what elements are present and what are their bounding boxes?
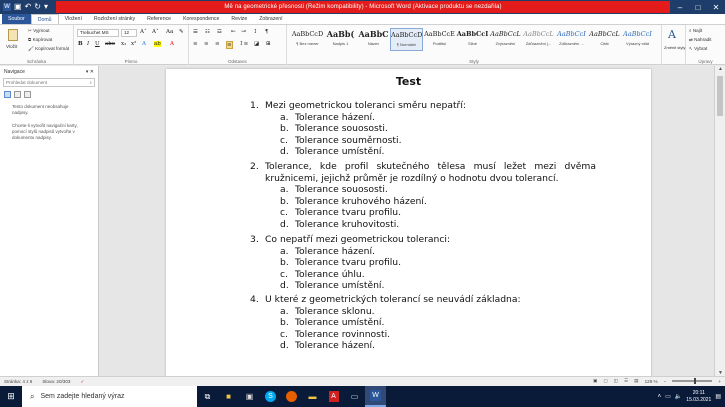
styles-group xyxy=(287,25,662,65)
option-text: Tolerance rovinnosti. xyxy=(295,328,391,340)
clipboard-group-label: Schránka xyxy=(26,59,46,64)
vertical-scrollbar[interactable] xyxy=(714,66,725,376)
task-view-icon[interactable]: ⧉ xyxy=(204,391,211,401)
question-text: Mezi geometrickou toleranci směru nepatří: xyxy=(265,100,466,111)
style-preview: AaBbCcI xyxy=(557,30,586,38)
style-name: ¶ Bez mezer xyxy=(296,41,319,46)
style-preview: AaBbCcL xyxy=(589,30,620,38)
cut-label: Vyjmout xyxy=(33,28,50,33)
style-subtle-emphasis[interactable] xyxy=(522,28,555,51)
page-count[interactable]: Stránka: 4 z 6 xyxy=(4,379,33,384)
scroll-thumb[interactable] xyxy=(717,76,723,116)
skype-icon[interactable]: S xyxy=(260,386,281,407)
clock-time: 20:11 xyxy=(692,389,705,396)
option-item xyxy=(250,280,596,292)
font-name-field[interactable]: Trebuchet MS xyxy=(77,29,119,37)
shrink-font-icon[interactable]: A˅ xyxy=(152,29,159,35)
navigation-pane xyxy=(0,66,99,376)
nav-tab-results[interactable] xyxy=(24,91,31,98)
redo-icon[interactable]: ↻ xyxy=(34,2,41,11)
option-item xyxy=(250,246,596,258)
question-text: Co nepatří mezi geometrickou toleranci: xyxy=(265,234,451,245)
option-text: Tolerance házení. xyxy=(295,340,375,351)
option-letter: d. xyxy=(280,280,289,291)
taskbar xyxy=(0,386,725,407)
option-item xyxy=(250,329,596,341)
view-outline-icon[interactable]: ☰ xyxy=(624,378,629,383)
proofing-icon[interactable]: ✓ xyxy=(80,379,85,384)
change-styles-group xyxy=(662,25,686,65)
acrobat-icon[interactable]: A xyxy=(323,386,344,407)
style-name: Nadpis 1 xyxy=(332,41,349,46)
option-item xyxy=(250,219,596,231)
option-item xyxy=(250,207,596,219)
justify-icon[interactable]: ≡ xyxy=(227,42,232,48)
firefox-icon[interactable] xyxy=(281,386,302,407)
option-letter: a. xyxy=(280,245,289,257)
window-controls xyxy=(671,0,725,14)
style-preview: AaBbCcD xyxy=(391,31,422,39)
paragraph-group-label: Odstavec xyxy=(227,59,247,64)
tab-home[interactable]: Domů xyxy=(31,14,59,24)
style-name: Zdůraznění j... xyxy=(525,41,552,46)
question-number: 4. xyxy=(250,294,259,305)
style-preview: AaBbCcD xyxy=(291,30,324,38)
nav-search-placeholder: Prohledat dokument xyxy=(6,80,48,85)
zoom-level[interactable]: 129 % xyxy=(644,378,658,384)
scroll-down-icon[interactable]: ▼ xyxy=(718,370,723,376)
option-letter: b. xyxy=(280,195,289,207)
replace-label: Nahradit xyxy=(694,37,712,42)
question-number: 3. xyxy=(250,234,259,245)
taskbar-search-placeholder: Sem zadejte hledaný výraz xyxy=(40,393,125,400)
option-text: Tolerance úhlu. xyxy=(295,268,365,280)
increase-indent-icon[interactable]: ⇥ xyxy=(241,29,246,35)
style-preview: AaBbCcI xyxy=(456,30,489,38)
option-letter: d. xyxy=(280,218,289,230)
style-preview: AaBbC xyxy=(358,29,389,39)
find-button[interactable]: ⌕ Najít xyxy=(689,28,703,33)
tab-mailings[interactable]: Korespondence xyxy=(183,16,220,22)
nav-message-1: Tento dokument neobsahuje nadpisy. xyxy=(12,104,69,115)
clock[interactable] xyxy=(686,390,711,404)
style-intense-quote[interactable] xyxy=(621,28,654,51)
tray-chevron-icon[interactable]: ˄ xyxy=(657,393,662,400)
option-letter: a. xyxy=(280,111,289,123)
view-draft-icon[interactable]: ▤ xyxy=(634,378,639,383)
style-title[interactable] xyxy=(357,28,390,51)
scroll-up-icon[interactable]: ▲ xyxy=(718,66,723,72)
document-title: Test xyxy=(395,75,422,88)
volume-icon[interactable]: 🔈 xyxy=(674,394,683,400)
change-styles-icon[interactable]: A xyxy=(668,28,676,41)
question-number: 2. xyxy=(250,161,259,172)
line-spacing-icon[interactable]: ↕≡ xyxy=(239,41,249,47)
shading-icon[interactable]: ◪ xyxy=(254,41,260,47)
option-letter: c. xyxy=(280,207,288,218)
grow-font-icon[interactable]: A˄ xyxy=(140,29,147,35)
font-group-label: Písmo xyxy=(124,59,138,64)
option-text: Tolerance umístění. xyxy=(295,146,385,157)
zoom-slider[interactable] xyxy=(672,380,712,382)
style-name: Zdůraznění ... xyxy=(559,41,584,46)
option-text: Tolerance souměrnosti. xyxy=(295,134,402,146)
change-case-icon[interactable]: Aa xyxy=(166,29,174,35)
style-name: Podtitul xyxy=(432,41,447,46)
font-size-field[interactable]: 12 xyxy=(121,29,137,37)
tab-view[interactable]: Zobrazení xyxy=(259,16,283,22)
option-item xyxy=(250,340,596,352)
font-group xyxy=(74,25,189,65)
show-marks-icon[interactable]: ¶ xyxy=(265,29,269,35)
numbering-icon[interactable]: ☷ xyxy=(205,29,210,35)
option-letter: b. xyxy=(280,257,289,268)
nav-close-icon[interactable]: ▾ ✕ xyxy=(85,69,94,75)
font-color-icon[interactable]: A xyxy=(170,41,174,47)
close-button[interactable]: ✕ xyxy=(712,2,720,12)
taskbar-search-input[interactable] xyxy=(22,386,197,407)
question-text: U které z geometrických tolerancí se neuvádí základna: xyxy=(265,294,521,305)
style-emphasis[interactable] xyxy=(489,28,522,51)
option-text: Tolerance umístění. xyxy=(295,317,385,328)
style-preview: AaBbCcL xyxy=(490,30,521,38)
maximize-button[interactable]: □ xyxy=(695,2,701,12)
nav-title: Navigace xyxy=(4,69,25,75)
subscript-icon[interactable]: x₂ xyxy=(121,41,127,47)
nav-tabs xyxy=(4,91,94,98)
style-no-spacing[interactable] xyxy=(291,28,324,51)
clear-formatting-icon[interactable]: ✎ xyxy=(179,29,184,35)
question-number: 1. xyxy=(250,100,259,111)
windows-start-icon[interactable]: ⊞ xyxy=(7,391,15,401)
tab-review[interactable]: Revize xyxy=(231,16,248,22)
option-text: Tolerance souososti. xyxy=(295,123,388,134)
option-text: Tolerance kruhovitosti. xyxy=(295,218,400,230)
style-strong[interactable] xyxy=(456,28,489,51)
question-2 xyxy=(250,161,596,230)
format-painter-label: Kopírovat formát xyxy=(35,46,70,51)
zoom-out-icon[interactable]: − xyxy=(663,378,667,384)
paste-icon[interactable] xyxy=(8,29,18,41)
title-bar xyxy=(0,0,725,14)
nav-search-input[interactable] xyxy=(3,78,95,87)
superscript-icon[interactable]: x² xyxy=(131,41,137,47)
copy-label: Kopírovat xyxy=(32,37,53,42)
option-item xyxy=(250,306,596,318)
option-letter: c. xyxy=(280,328,288,340)
folder-icon[interactable]: ▬ xyxy=(308,392,317,401)
minimize-button[interactable]: – xyxy=(677,2,683,12)
borders-icon[interactable]: ⊞ xyxy=(266,41,271,47)
strikethrough-icon[interactable]: abe xyxy=(105,41,116,47)
italic-icon[interactable]: I xyxy=(87,41,90,47)
bullets-icon[interactable]: ☰ xyxy=(193,29,198,35)
paste-label[interactable]: Vložit xyxy=(6,44,18,49)
question-1 xyxy=(250,100,596,158)
search-icon[interactable]: ⌕ xyxy=(89,80,92,85)
editing-group-label: Úpravy xyxy=(698,59,713,64)
underline-icon[interactable]: U xyxy=(95,41,100,47)
option-text: Tolerance tvaru profilu. xyxy=(295,207,402,218)
option-text: Tolerance házení. xyxy=(295,111,375,123)
option-item xyxy=(250,196,596,208)
clock-date: 15.03.2021 xyxy=(686,396,712,403)
option-letter: b. xyxy=(280,317,289,328)
option-letter: d. xyxy=(280,340,289,351)
text-effects-icon[interactable]: A xyxy=(142,41,146,47)
nav-tab-pages[interactable] xyxy=(14,91,21,98)
style-name: Výrazný citát xyxy=(626,41,649,46)
option-text: Tolerance tvaru profilu. xyxy=(295,257,402,268)
view-web-icon[interactable]: ◫ xyxy=(613,378,619,383)
option-letter: a. xyxy=(280,305,289,317)
window-title-area xyxy=(56,1,670,13)
select-button[interactable]: ↖ Vybrat xyxy=(689,46,708,51)
nav-message-2: Chcete-li vytvořit navigační karty, pomocí stylů nadpisů vytvořte v dokumentu nadpisy. xyxy=(12,123,78,140)
option-text: Tolerance souososti. xyxy=(295,184,388,195)
option-item xyxy=(250,257,596,269)
tab-references[interactable]: Reference xyxy=(147,16,172,22)
search-icon: ⌕ xyxy=(30,391,35,401)
select-label: Vybrat xyxy=(694,46,708,51)
word-app-icon: W xyxy=(4,4,10,10)
paragraph-group xyxy=(189,25,287,65)
multilevel-list-icon[interactable]: ☲ xyxy=(217,29,222,35)
align-center-icon[interactable]: ≡ xyxy=(204,41,209,47)
word-count[interactable]: Slova: 20/303 xyxy=(42,379,71,384)
zoom-in-icon[interactable]: + xyxy=(718,378,721,384)
style-name: Citát xyxy=(600,41,609,46)
style-intense-emphasis[interactable] xyxy=(555,28,588,51)
network-icon[interactable]: ▭ xyxy=(665,394,671,400)
option-letter: b. xyxy=(280,123,289,134)
tab-page-layout[interactable]: Rozložení stránky xyxy=(93,16,136,22)
nav-header xyxy=(0,66,98,78)
notifications-icon[interactable]: ▤ xyxy=(715,394,721,400)
replace-button[interactable]: ⇄ Nahradit xyxy=(689,37,712,42)
option-item xyxy=(250,135,596,147)
style-quote[interactable] xyxy=(588,28,621,51)
style-name: Zvýraznění xyxy=(495,41,516,46)
option-letter: d. xyxy=(280,146,289,157)
style-name: ¶ Normální xyxy=(396,42,417,47)
option-text: Tolerance sklonu. xyxy=(295,305,375,317)
view-full-screen-icon[interactable]: ▢ xyxy=(603,378,608,383)
store-icon[interactable]: ▣ xyxy=(245,392,254,401)
window-title: Mě na geometrické přesnosti (Režim kompatibility) - Microsoft Word (Aktivace produktu se nezdařila) xyxy=(224,4,502,10)
option-text: Tolerance kruhového házení. xyxy=(295,195,427,207)
status-bar xyxy=(0,376,725,386)
styles-group-label: Styly xyxy=(469,59,479,64)
option-letter: c. xyxy=(280,268,288,280)
find-label: Najít xyxy=(692,28,703,33)
save-icon[interactable]: ▣ xyxy=(14,2,22,11)
tab-file[interactable]: Soubor xyxy=(2,14,31,24)
media-player-icon[interactable]: ▭ xyxy=(350,392,359,401)
ribbon xyxy=(0,25,725,65)
style-preview: AaBbCcL xyxy=(523,30,554,38)
decrease-indent-icon[interactable]: ⇤ xyxy=(231,29,236,35)
clipboard-group xyxy=(0,25,74,65)
bold-icon[interactable]: B xyxy=(78,41,83,47)
style-preview: AaBbCcI xyxy=(623,30,652,38)
system-tray xyxy=(658,386,725,407)
align-left-icon[interactable]: ≡ xyxy=(193,41,198,47)
option-item xyxy=(250,269,596,281)
option-item xyxy=(250,123,596,135)
quick-access-toolbar xyxy=(0,0,56,14)
question-4 xyxy=(250,294,596,352)
option-text: Tolerance umístění. xyxy=(295,280,385,291)
document-area xyxy=(100,66,714,376)
qat-dropdown-icon[interactable]: ▾ xyxy=(43,2,48,11)
style-subtitle[interactable] xyxy=(423,28,456,51)
file-explorer-icon[interactable]: ■ xyxy=(226,392,231,401)
nav-tab-headings[interactable] xyxy=(4,91,11,98)
editing-group xyxy=(686,25,725,65)
option-item xyxy=(250,146,596,158)
format-painter-button[interactable]: 🖌 Kopírovat formát xyxy=(28,46,70,51)
option-letter: a. xyxy=(280,184,289,195)
copy-button[interactable]: ⧉ Kopírovat xyxy=(28,37,53,42)
tab-insert[interactable]: Vložení xyxy=(64,16,82,22)
undo-icon[interactable]: ↶ xyxy=(24,2,32,11)
style-heading-1[interactable] xyxy=(324,28,357,51)
question-3 xyxy=(250,234,596,292)
ribbon-tabs xyxy=(0,14,725,25)
view-print-layout-icon[interactable]: ▣ xyxy=(593,378,598,383)
style-preview: AaBbCcE xyxy=(424,30,455,38)
option-item xyxy=(250,317,596,329)
option-text: Tolerance házení. xyxy=(295,245,375,257)
option-item xyxy=(250,112,596,124)
sort-icon[interactable]: ↕ xyxy=(253,29,258,35)
document-page[interactable] xyxy=(166,69,651,376)
word-taskbar-icon[interactable]: W xyxy=(365,386,386,407)
style-name: Název xyxy=(367,41,380,46)
cut-button[interactable]: ✂ Vyjmout xyxy=(28,28,50,33)
question-text: Tolerance, kde profil skutečného tělesa musí ležet mezi dvěma kružnicemi, jejichž průměr je rozdílný o hodnotu dvou tolerancí. xyxy=(265,161,596,184)
align-right-icon[interactable]: ≡ xyxy=(215,41,220,47)
style-name: Silné xyxy=(468,41,477,46)
style-normal[interactable] xyxy=(390,28,423,51)
option-item xyxy=(250,184,596,196)
highlight-icon[interactable]: ab xyxy=(154,41,161,47)
option-letter: c. xyxy=(280,134,288,146)
change-styles-label[interactable]: Změnit styly xyxy=(664,45,686,50)
style-preview: AaBb( xyxy=(326,29,355,39)
